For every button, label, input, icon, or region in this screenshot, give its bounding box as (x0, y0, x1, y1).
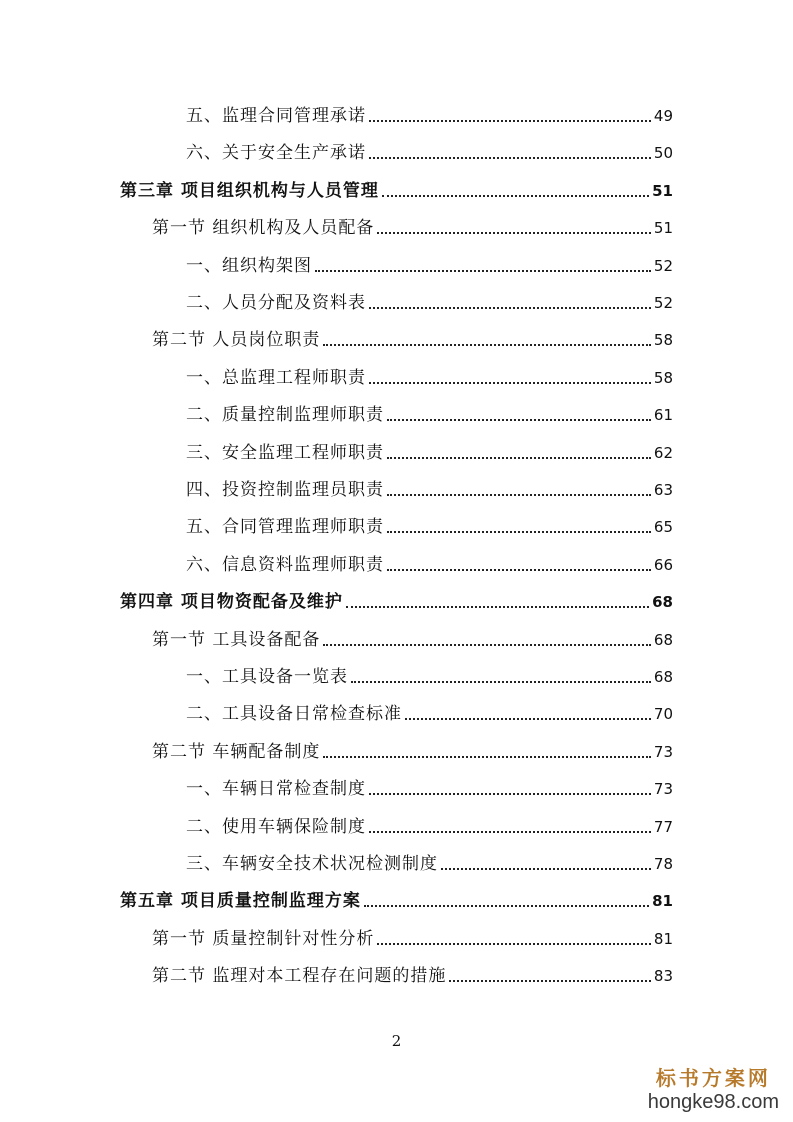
toc-entry-page: 61 (653, 406, 673, 425)
toc-entry-page: 52 (653, 294, 673, 312)
toc-entry-title: 第二节 人员岗位职责 (152, 330, 321, 351)
toc-dot-leader (323, 344, 651, 346)
toc-entry-title: 三、车辆安全技术状况检测制度 (186, 854, 438, 874)
toc-entry-title: 一、车辆日常检查制度 (186, 779, 366, 800)
toc-entry-page: 63 (653, 481, 673, 499)
toc-entry-page: 77 (653, 817, 673, 836)
toc-entry-page: 50 (653, 144, 673, 163)
toc-item[interactable] (186, 362, 673, 388)
toc-item[interactable] (186, 474, 673, 500)
toc-entry-title: 第五章 项目质量控制监理方案 (120, 891, 361, 912)
toc-dot-leader (346, 606, 649, 608)
toc-entry-page: 68 (652, 593, 673, 612)
toc-entry-page: 66 (653, 555, 673, 574)
toc-dot-leader (369, 307, 651, 309)
toc-dot-leader (449, 980, 651, 982)
toc-entry-title: 一、总监理工程师职责 (186, 367, 366, 388)
toc-dot-leader (323, 644, 651, 646)
toc-entry-page: 68 (653, 630, 673, 649)
toc-entry-page: 68 (653, 668, 673, 686)
watermark-text: 标书方案网 (655, 1066, 771, 1090)
toc-item[interactable] (186, 399, 673, 425)
toc-section[interactable] (152, 960, 673, 986)
toc-entry-page: 73 (653, 742, 673, 761)
toc-item[interactable] (186, 287, 673, 313)
toc-entry-page: 83 (653, 967, 673, 986)
toc-entry-title: 第一节 组织机构及人员配备 (152, 218, 375, 239)
toc-entry-title: 四、投资控制监理员职责 (186, 480, 384, 500)
toc-entry-page: 65 (653, 518, 673, 537)
toc-entry-title: 五、合同管理监理师职责 (186, 517, 384, 538)
toc-item[interactable] (186, 250, 673, 276)
toc-entry-title: 五、监理合同管理承诺 (186, 106, 366, 126)
toc-entry-title: 三、安全监理工程师职责 (186, 442, 384, 463)
toc-item[interactable] (186, 100, 673, 126)
toc-entry-page: 62 (653, 443, 673, 462)
toc-entry-title: 二、人员分配及资料表 (186, 293, 366, 313)
toc-dot-leader (387, 457, 651, 459)
toc-entry-title: 第三章 项目组织机构与人员管理 (120, 180, 379, 201)
toc-entry-title: 第二节 车辆配备制度 (152, 741, 321, 762)
toc-chapter[interactable] (120, 586, 673, 612)
toc-section[interactable] (152, 212, 673, 238)
toc-entry-page: 58 (653, 331, 673, 350)
toc-dot-leader (405, 718, 651, 720)
toc-item[interactable] (186, 661, 673, 687)
toc-entry-title: 二、使用车辆保险制度 (186, 816, 366, 837)
toc-dot-leader (377, 943, 651, 945)
toc-entry-title: 六、信息资料监理师职责 (186, 554, 384, 575)
toc-dot-leader (387, 569, 651, 571)
toc-dot-leader (382, 195, 649, 197)
toc-dot-leader (377, 232, 651, 234)
toc-dot-leader (387, 419, 651, 421)
toc-dot-leader (441, 868, 651, 870)
toc-entry-title: 第四章 项目物资配备及维护 (120, 592, 343, 613)
toc-entry-page: 78 (653, 855, 673, 873)
toc-chapter[interactable] (120, 885, 673, 911)
toc-entry-title: 第二节 监理对本工程存在问题的措施 (152, 966, 447, 987)
toc-entry-page: 52 (653, 256, 673, 275)
toc-entry-page: 58 (653, 368, 673, 387)
toc-section[interactable] (152, 923, 673, 949)
toc-dot-leader (387, 494, 651, 496)
toc-section[interactable] (152, 324, 673, 350)
toc-entry-page: 51 (653, 219, 673, 238)
toc-dot-leader (364, 905, 649, 907)
toc-item[interactable] (186, 848, 673, 874)
toc-entry-page: 49 (653, 107, 673, 125)
toc-dot-leader (369, 382, 651, 384)
toc-dot-leader (387, 531, 651, 533)
toc-dot-leader (315, 270, 651, 272)
toc-dot-leader (323, 756, 651, 758)
toc-entry-page: 51 (652, 181, 673, 200)
page-number: 2 (391, 1032, 402, 1050)
toc-entry-page: 73 (653, 780, 673, 799)
toc-entry-title: 一、组织构架图 (186, 255, 312, 276)
toc-section[interactable] (152, 624, 673, 650)
toc-entry-page: 81 (653, 929, 673, 948)
toc-dot-leader (369, 831, 651, 833)
toc-item[interactable] (186, 549, 673, 575)
toc-dot-leader (369, 120, 651, 122)
toc-entry-title: 二、工具设备日常检查标准 (186, 704, 402, 725)
toc-item[interactable] (186, 437, 673, 463)
toc-item[interactable] (186, 773, 673, 799)
toc-dot-leader (351, 681, 651, 683)
toc-dot-leader (369, 793, 651, 795)
toc-entry-page: 81 (652, 892, 673, 911)
toc-item[interactable] (186, 811, 673, 837)
toc-entry-title: 一、工具设备一览表 (186, 667, 348, 687)
watermark-url: hongke98.com (647, 1091, 779, 1113)
toc-entry-title: 第一节 工具设备配备 (152, 629, 321, 650)
site-watermark (648, 1066, 779, 1114)
toc-dot-leader (369, 157, 651, 159)
toc-entry-title: 第一节 质量控制针对性分析 (152, 928, 375, 949)
toc-entry-title: 六、关于安全生产承诺 (186, 143, 366, 164)
toc-section[interactable] (152, 736, 673, 762)
toc-entry-page: 70 (653, 705, 673, 724)
toc-chapter[interactable] (120, 175, 673, 201)
toc-item[interactable] (186, 698, 673, 724)
toc-item[interactable] (186, 511, 673, 537)
toc-item[interactable] (186, 137, 673, 163)
toc-entry-title: 二、质量控制监理师职责 (186, 405, 384, 426)
